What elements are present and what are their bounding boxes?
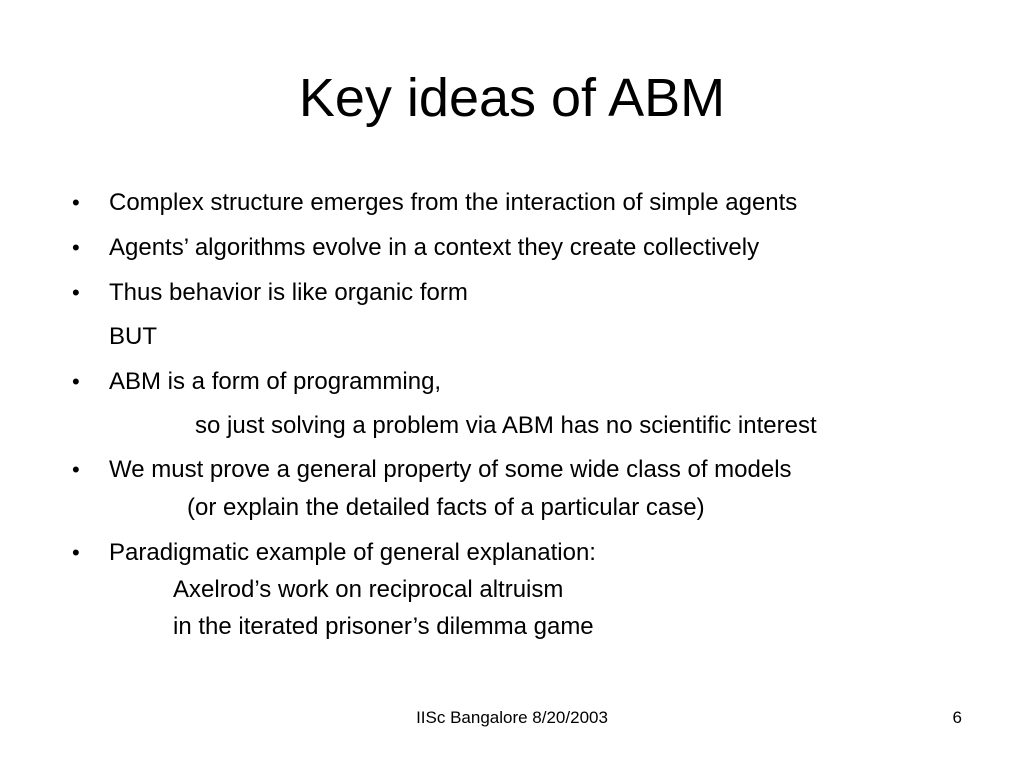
sub-text-axelrod: Axelrod’s work on reciprocal altruism [173, 576, 564, 603]
bullet-marker: • [72, 280, 80, 305]
page-number: 6 [952, 708, 962, 727]
bullet-marker: • [72, 540, 80, 565]
bullet-marker: • [72, 369, 80, 394]
but-text: BUT [109, 323, 157, 350]
sub-text-no-scientific-interest: so just solving a problem via ABM has no scientific interest [195, 412, 817, 439]
bullet-text-organic-form: Thus behavior is like organic form [109, 279, 468, 306]
slide-title: Key ideas of ABM [298, 68, 726, 128]
sub-text-prisoners-dilemma: in the iterated prisoner’s dilemma game [173, 613, 594, 640]
bullet-marker: • [72, 457, 80, 482]
bullet-text-agents-algorithms: Agents’ algorithms evolve in a context they create collectively [109, 234, 760, 261]
bullet-marker: • [72, 235, 80, 260]
bullet-text-paradigmatic-example: Paradigmatic example of general explanation: [109, 539, 596, 566]
bullet-marker: • [72, 190, 80, 215]
bullet-text-general-property: We must prove a general property of some wide class of models [109, 456, 792, 483]
sub-text-detailed-facts: (or explain the detailed facts of a particular case) [187, 494, 705, 521]
footer-source: IISc Bangalore 8/20/2003 [416, 708, 608, 727]
bullet-text-complex-structure: Complex structure emerges from the interaction of simple agents [109, 189, 798, 216]
bullet-text-abm-programming: ABM is a form of programming, [109, 368, 442, 395]
